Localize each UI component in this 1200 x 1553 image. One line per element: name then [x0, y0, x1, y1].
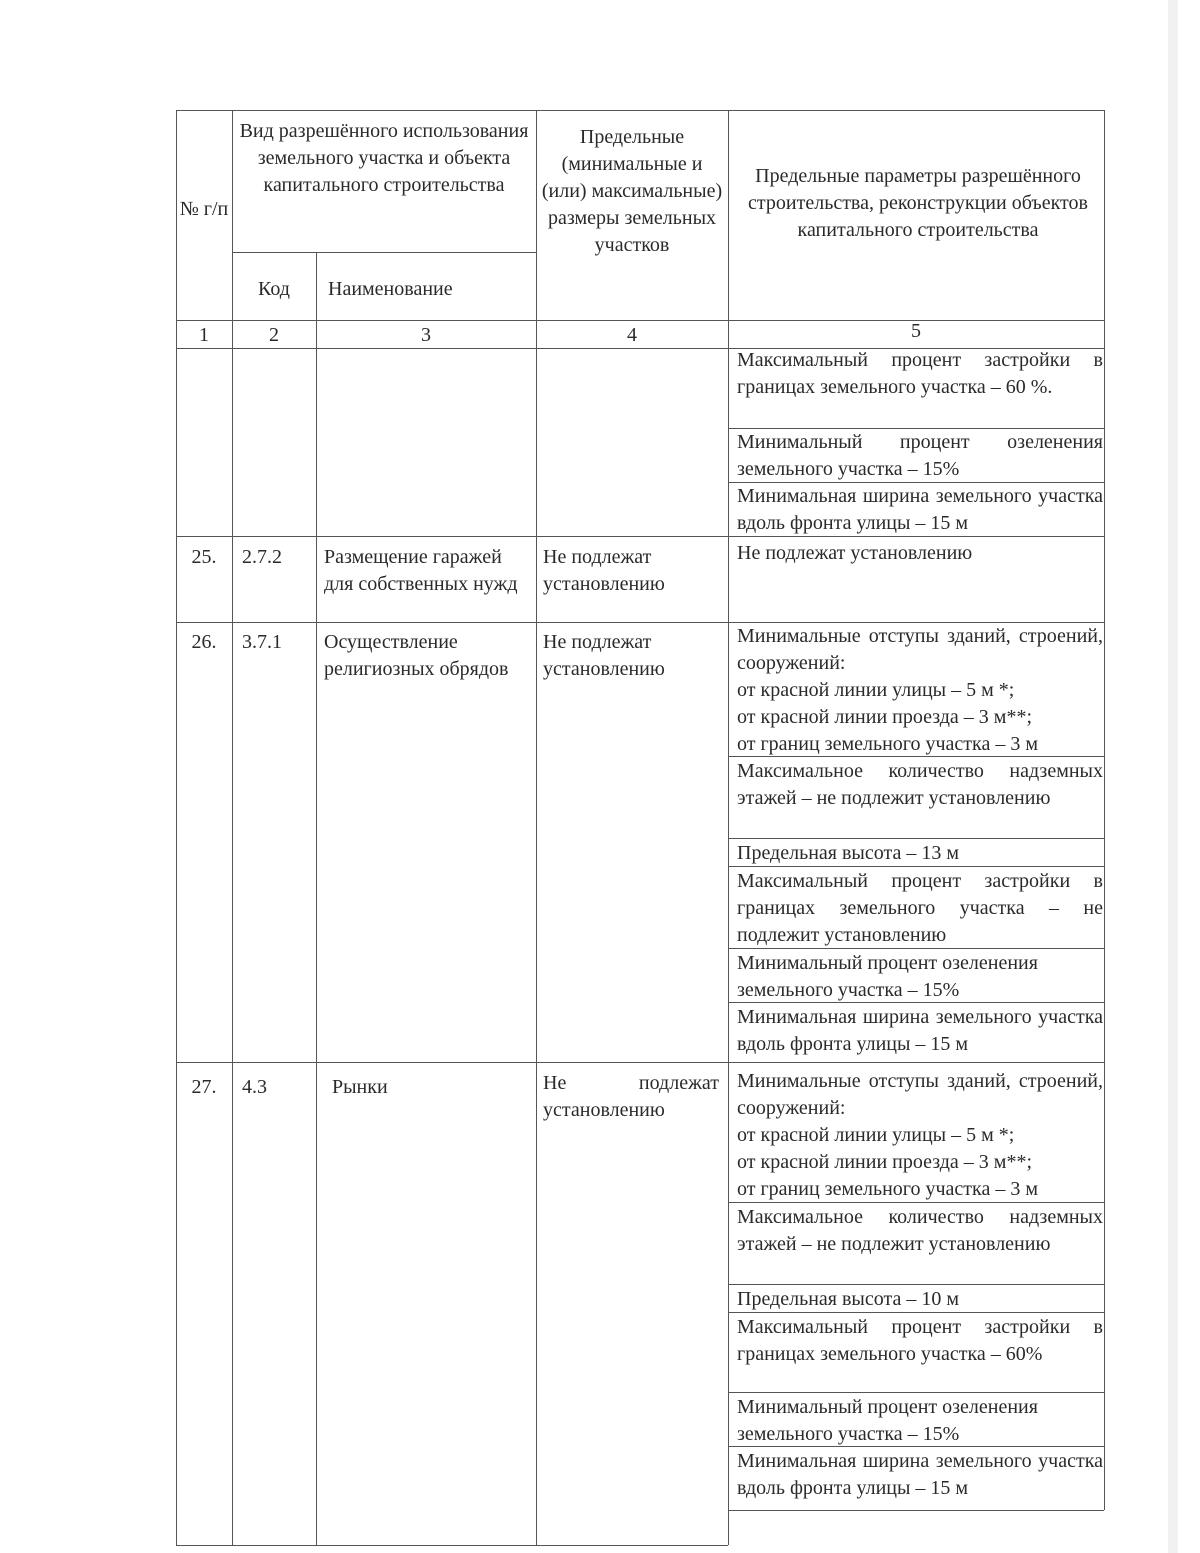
- param-text: Предельная высота – 10 м: [737, 1288, 960, 1310]
- row-code: 3.7.1: [242, 631, 282, 653]
- row-name: Рынки: [332, 1076, 388, 1098]
- col-number: 2: [269, 324, 279, 346]
- header-naim: Наименование: [328, 278, 453, 300]
- grid-line: [176, 1062, 1104, 1063]
- col-number: 4: [627, 324, 637, 346]
- param-text: Максимальное количество надземных этажей – не подлежит установлению: [737, 1206, 1103, 1255]
- table-border-bottom: [176, 1545, 728, 1546]
- param-text: Минимальная ширина земельного участка вдоль фронта улицы – 15 м: [737, 1006, 1103, 1055]
- param-text: от красной линии улицы – 5 м *;: [737, 679, 1015, 701]
- param-text: Минимальная ширина земельного участка вдоль фронта улицы – 15 м: [737, 1450, 1103, 1499]
- row-sizes: Не подлежат установлению: [543, 631, 665, 680]
- row-code: 2.7.2: [242, 546, 282, 568]
- param-text: Максимальный процент застройки в границах земельного участка – не подлежит установлению: [737, 870, 1103, 946]
- row-sizes: Не подлежат установлению: [543, 1072, 719, 1121]
- param-text: от красной линии улицы – 5 м *;: [737, 1124, 1015, 1146]
- row-name: Осуществление религиозных обрядов: [324, 631, 509, 680]
- param-text: Минимальный процент озеленения земельного участка – 15%: [737, 952, 1038, 1001]
- grid-line: [728, 1392, 1104, 1393]
- grid-line: [728, 1284, 1104, 1285]
- row-number: 27.: [191, 1076, 217, 1098]
- param-text: Максимальный процент застройки в границах земельного участка – 60 %.: [737, 349, 1103, 398]
- param-text: от границ земельного участка – 3 м: [737, 1178, 1038, 1200]
- col-number: 1: [199, 324, 209, 346]
- param-text: Не подлежат установлению: [737, 542, 973, 564]
- row-number: 26.: [191, 631, 217, 653]
- param-text: Минимальный процент озеленения земельного участка – 15%: [737, 431, 1103, 480]
- header-num: № г/п: [179, 198, 229, 220]
- grid-line: [728, 838, 1104, 839]
- param-text: Минимальный процент озеленения земельного участка – 15%: [737, 1396, 1038, 1445]
- row-name: Размещение гаражей для собственных нужд: [324, 546, 518, 595]
- param-text: Максимальный процент застройки в границах земельного участка – 60%: [737, 1316, 1103, 1365]
- param-text: Предельная высота – 13 м: [737, 842, 960, 864]
- row-code: 4.3: [242, 1076, 267, 1098]
- grid-line: [728, 1510, 1104, 1511]
- param-text: от красной линии проезда – 3 м**;: [737, 706, 1033, 728]
- row-sizes: Не подлежат установлению: [543, 546, 665, 595]
- param-text: Минимальные отступы зданий, строений, сооружений:: [737, 1070, 1103, 1119]
- grid-line: [232, 252, 536, 253]
- table-border-top: [176, 110, 1104, 111]
- header-vid: Вид разрешённого использования земельного участка и объекта капитального строительства: [239, 120, 529, 196]
- header-sizes: Предельные (минимальные и (или) максимальные) размеры земельных участков: [541, 126, 723, 256]
- col-number: 3: [421, 324, 431, 346]
- row-number: 25.: [191, 546, 217, 568]
- col-number: 5: [911, 320, 921, 342]
- param-text: Минимальные отступы зданий, строений, сооружений:: [737, 625, 1103, 674]
- scan-page-edge: [1168, 0, 1178, 1553]
- header-params: Предельные параметры разрешённого строительства, реконструкции объектов капитального строительства: [748, 165, 1088, 241]
- param-text: от красной линии проезда – 3 м**;: [737, 1151, 1033, 1173]
- header-kod: Код: [258, 278, 290, 300]
- param-text: Минимальная ширина земельного участка вдоль фронта улицы – 15 м: [737, 485, 1103, 534]
- table-border-right: [1104, 110, 1105, 1510]
- grid-line: [316, 252, 317, 1545]
- param-text: Максимальное количество надземных этажей – не подлежит установлению: [737, 760, 1103, 809]
- param-text: от границ земельного участка – 3 м: [737, 733, 1038, 755]
